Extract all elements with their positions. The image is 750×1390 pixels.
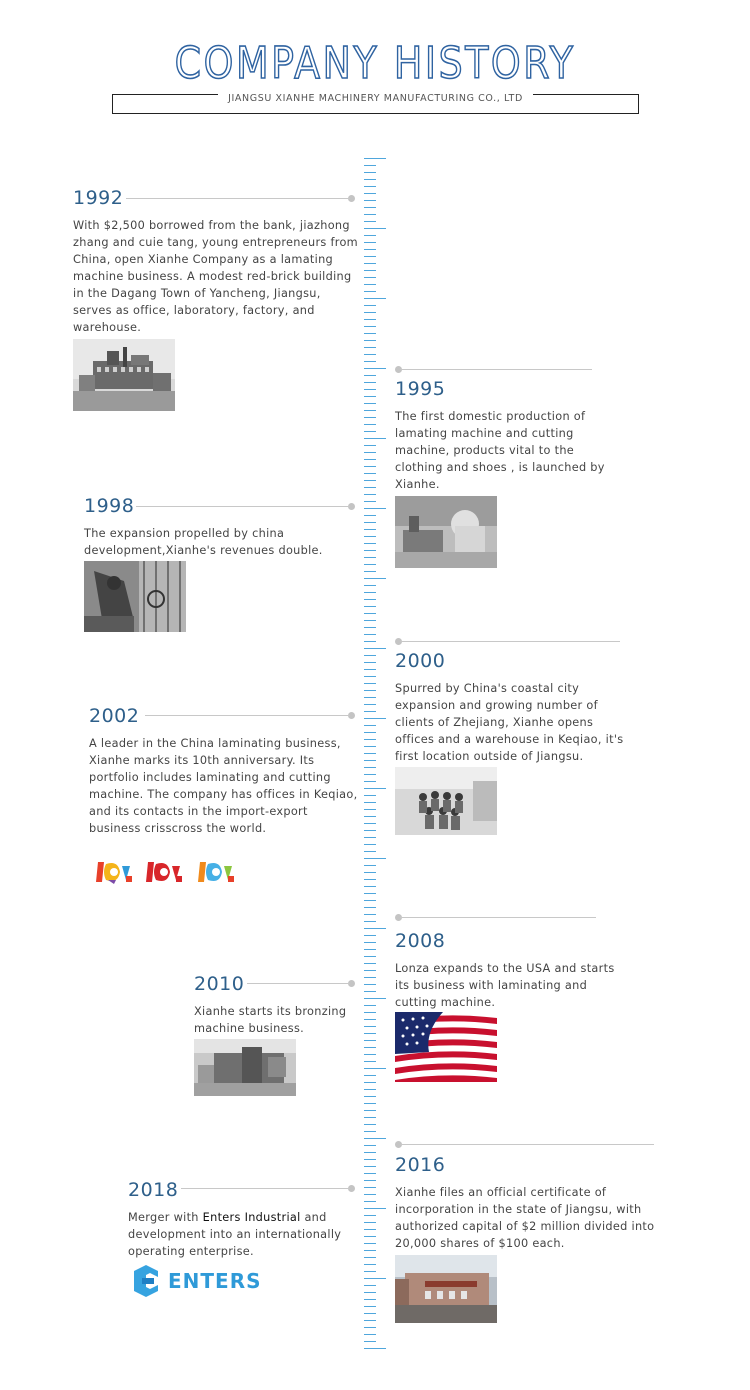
ruler-tick — [364, 991, 376, 992]
ruler-tick — [364, 1061, 376, 1062]
ruler-tick — [364, 767, 376, 768]
timeline-connector — [400, 641, 620, 642]
event-description: The expansion propelled by china development,Xianhe's revenues double. — [84, 527, 323, 557]
ruler-tick — [364, 543, 376, 544]
ruler-tick — [364, 214, 376, 215]
ruler-tick — [364, 1229, 376, 1230]
event-year: 1998 — [84, 495, 135, 517]
ruler-tick — [364, 928, 386, 929]
enters-industrial-name: Enters Industrial — [202, 1211, 301, 1224]
ruler-tick — [364, 1257, 376, 1258]
event-2008 — [395, 930, 615, 1011]
ruler-tick — [364, 403, 376, 404]
ruler-tick — [364, 326, 376, 327]
ruler-tick — [364, 585, 376, 586]
ruler-tick — [364, 1187, 376, 1188]
anniversary-logo-1 — [96, 862, 132, 884]
ruler-tick — [364, 557, 376, 558]
ruler-tick — [364, 1243, 376, 1244]
ruler-tick — [364, 746, 376, 747]
ruler-tick — [364, 704, 376, 705]
timeline-ruler — [364, 158, 386, 1353]
ruler-tick — [364, 1012, 376, 1013]
ruler-tick — [364, 1348, 386, 1349]
ruler-tick — [364, 235, 376, 236]
ruler-tick — [364, 466, 376, 467]
event-description: With $2,500 borrowed from the bank, jiazhong zhang and cuie tang, young entrepreneurs from China, open Xianhe Company as a lamating machine business. A modest red-brick building in the Dagang Town of Yancheng, Jiangsu, serves as office, laboratory, factory, and warehouse. — [73, 219, 358, 334]
ruler-tick — [364, 655, 376, 656]
ruler-tick — [364, 270, 376, 271]
bronzing-machine-photo — [194, 1039, 296, 1096]
event-year: 2018 — [128, 1179, 179, 1201]
ruler-tick — [364, 459, 376, 460]
ruler-tick — [364, 781, 376, 782]
event-1995 — [395, 378, 605, 493]
ruler-tick — [364, 886, 376, 887]
company-name: JIANGSU XIANHE MACHINERY MANUFACTURING CO., LTD — [218, 93, 533, 104]
event-2010 — [194, 973, 359, 1037]
ruler-tick — [364, 753, 376, 754]
ruler-tick — [364, 1026, 376, 1027]
ruler-tick — [364, 1264, 376, 1265]
ruler-tick — [364, 1145, 376, 1146]
ruler-tick — [364, 354, 376, 355]
ruler-tick — [364, 1327, 376, 1328]
ruler-tick — [364, 648, 386, 649]
ruler-tick — [364, 564, 376, 565]
ruler-tick — [364, 669, 376, 670]
ruler-tick — [364, 858, 386, 859]
ruler-tick — [364, 1222, 376, 1223]
ruler-tick — [364, 872, 376, 873]
ruler-tick — [364, 1047, 376, 1048]
ruler-tick — [364, 480, 376, 481]
ruler-tick — [364, 165, 376, 166]
ruler-tick — [364, 879, 376, 880]
usa-flag — [395, 1012, 497, 1082]
event-description: Xianhe files an official certificate of incorporation in the state of Jiangsu, with authorized capital of $2 million divided into 20,000 shares of $100 each. — [395, 1186, 655, 1250]
ruler-tick — [364, 977, 376, 978]
ruler-tick — [364, 592, 376, 593]
event-description: The first domestic production of lamating machine and cutting machine, products vital to the clothing and shoes , is launched by Xianhe. — [395, 410, 605, 491]
ruler-tick — [364, 221, 376, 222]
ruler-tick — [364, 998, 386, 999]
ruler-tick — [364, 571, 376, 572]
ruler-tick — [364, 228, 386, 229]
ruler-tick — [364, 186, 376, 187]
ruler-tick — [364, 452, 376, 453]
ruler-tick — [364, 606, 376, 607]
ruler-tick — [364, 949, 376, 950]
ruler-tick — [364, 515, 376, 516]
ruler-tick — [364, 837, 376, 838]
ruler-tick — [364, 802, 376, 803]
ruler-tick — [364, 172, 376, 173]
ruler-tick — [364, 956, 376, 957]
event-description: Spurred by China's coastal city expansion and growing number of clients of Zhejiang, Xianhe opens offices and a warehouse in Keqiao, it's first location outside of Jiangsu. — [395, 682, 624, 763]
ruler-tick — [364, 312, 376, 313]
ruler-tick — [364, 256, 376, 257]
ruler-tick — [364, 550, 376, 551]
ruler-tick — [364, 1068, 386, 1069]
ruler-tick — [364, 536, 376, 537]
subtitle-frame — [112, 94, 639, 114]
ruler-tick — [364, 1089, 376, 1090]
ruler-tick — [364, 1103, 376, 1104]
anniversary-logo-3 — [198, 862, 234, 882]
ruler-tick — [364, 1173, 376, 1174]
event-year: 2002 — [89, 705, 140, 727]
ruler-tick — [364, 1096, 376, 1097]
ruler-tick — [364, 1152, 376, 1153]
ruler-tick — [364, 1166, 376, 1167]
ruler-tick — [364, 1131, 376, 1132]
ruler-tick — [364, 935, 376, 936]
worker-operating-photo — [84, 561, 186, 633]
event-2018 — [128, 1179, 356, 1260]
ruler-tick — [364, 1313, 376, 1314]
event-year: 1992 — [73, 187, 124, 209]
ruler-tick — [364, 368, 386, 369]
ruler-tick — [364, 1138, 386, 1139]
ruler-tick — [364, 1208, 386, 1209]
staff-group-photo — [395, 767, 497, 839]
ruler-tick — [364, 207, 376, 208]
ruler-tick — [364, 1075, 376, 1076]
ruler-tick — [364, 249, 376, 250]
ruler-tick — [364, 662, 376, 663]
ruler-tick — [364, 1194, 376, 1195]
ruler-tick — [364, 578, 386, 579]
ruler-tick — [364, 494, 376, 495]
event-1998 — [84, 495, 354, 559]
ruler-tick — [364, 690, 376, 691]
ruler-tick — [364, 620, 376, 621]
timeline-connector — [400, 369, 592, 370]
page-title: COMPANY HISTORY — [174, 38, 576, 89]
enters-wordmark: ENTERS — [168, 1269, 262, 1293]
ruler-tick — [364, 277, 376, 278]
ruler-tick — [364, 375, 376, 376]
ruler-tick — [364, 1117, 376, 1118]
ruler-tick — [364, 774, 376, 775]
ruler-tick — [364, 893, 376, 894]
ruler-tick — [364, 942, 376, 943]
ruler-tick — [364, 599, 376, 600]
ruler-tick — [364, 424, 376, 425]
ruler-tick — [364, 1033, 376, 1034]
ruler-tick — [364, 725, 376, 726]
ruler-tick — [364, 284, 376, 285]
ruler-tick — [364, 683, 376, 684]
event-description: A leader in the China laminating business, Xianhe marks its 10th anniversary. Its portfolio includes laminating and cutting machine. The company has offices in Keqiao, and its contacts in the import-export business crisscross the world. — [89, 737, 358, 835]
ruler-tick — [364, 788, 386, 789]
ruler-tick — [364, 1124, 376, 1125]
ruler-tick — [364, 1005, 376, 1006]
ruler-tick — [364, 179, 376, 180]
event-description: Xianhe starts its bronzing machine business. — [194, 1005, 347, 1035]
ruler-tick — [364, 410, 376, 411]
ruler-tick — [364, 921, 376, 922]
ruler-tick — [364, 795, 376, 796]
ruler-tick — [364, 732, 376, 733]
ruler-tick — [364, 984, 376, 985]
ruler-tick — [364, 823, 376, 824]
ruler-tick — [364, 445, 376, 446]
event-2016 — [395, 1154, 655, 1252]
ruler-tick — [364, 1271, 376, 1272]
ruler-tick — [364, 676, 376, 677]
workshop-machinery-photo — [395, 496, 497, 568]
ruler-tick — [364, 907, 376, 908]
ruler-tick — [364, 389, 376, 390]
ruler-tick — [364, 1306, 376, 1307]
ruler-tick — [364, 298, 386, 299]
factory-building-photo — [73, 339, 175, 411]
event-year: 2010 — [194, 973, 245, 995]
ruler-tick — [364, 522, 376, 523]
ruler-tick — [364, 473, 376, 474]
ruler-tick — [364, 970, 376, 971]
ruler-tick — [364, 851, 376, 852]
ruler-tick — [364, 1180, 376, 1181]
ruler-tick — [364, 1215, 376, 1216]
timeline-connector — [400, 917, 596, 918]
ruler-tick — [364, 718, 386, 719]
ruler-tick — [364, 739, 376, 740]
ruler-tick — [364, 844, 376, 845]
event-1992 — [73, 187, 358, 336]
ruler-tick — [364, 242, 376, 243]
ruler-tick — [364, 200, 376, 201]
ruler-tick — [364, 760, 376, 761]
ruler-tick — [364, 816, 376, 817]
ruler-tick — [364, 1299, 376, 1300]
ruler-tick — [364, 1320, 376, 1321]
ruler-tick — [364, 641, 376, 642]
ruler-tick — [364, 382, 376, 383]
ruler-tick — [364, 1334, 376, 1335]
ruler-tick — [364, 158, 386, 159]
ruler-tick — [364, 319, 376, 320]
ruler-tick — [364, 431, 376, 432]
ruler-tick — [364, 1292, 376, 1293]
ruler-tick — [364, 627, 376, 628]
anniversary-logo-2 — [146, 862, 182, 882]
ruler-tick — [364, 1054, 376, 1055]
event-description: Merger with Enters Industrial and development into an internationally operating enterprise. — [128, 1211, 342, 1258]
ruler-tick — [364, 396, 376, 397]
ruler-tick — [364, 438, 386, 439]
event-description: Lonza expands to the USA and starts its business with laminating and cutting machine. — [395, 962, 615, 1009]
ruler-tick — [364, 697, 376, 698]
enters-logo — [128, 1263, 262, 1303]
headquarters-building-photo — [395, 1255, 497, 1323]
ruler-tick — [364, 305, 376, 306]
ruler-tick — [364, 900, 376, 901]
ruler-tick — [364, 1236, 376, 1237]
ruler-tick — [364, 711, 376, 712]
ruler-tick — [364, 1250, 376, 1251]
ruler-tick — [364, 1341, 376, 1342]
event-year: 2016 — [395, 1154, 446, 1176]
ruler-tick — [364, 1278, 386, 1279]
ruler-tick — [364, 613, 376, 614]
ruler-tick — [364, 809, 376, 810]
ruler-tick — [364, 333, 376, 334]
ruler-tick — [364, 914, 376, 915]
ruler-tick — [364, 1082, 376, 1083]
ruler-tick — [364, 1110, 376, 1111]
ruler-tick — [364, 347, 376, 348]
ruler-tick — [364, 830, 376, 831]
ruler-tick — [364, 508, 386, 509]
ruler-tick — [364, 1159, 376, 1160]
ruler-tick — [364, 963, 376, 964]
event-year: 2000 — [395, 650, 446, 672]
anniversary-logos — [96, 858, 246, 892]
ruler-tick — [364, 1201, 376, 1202]
ruler-tick — [364, 1285, 376, 1286]
event-2002 — [89, 705, 359, 837]
ruler-tick — [364, 193, 376, 194]
ruler-tick — [364, 501, 376, 502]
ruler-tick — [364, 291, 376, 292]
ruler-tick — [364, 487, 376, 488]
event-2000 — [395, 650, 635, 765]
ruler-tick — [364, 634, 376, 635]
event-year: 1995 — [395, 378, 446, 400]
timeline-connector — [400, 1144, 654, 1145]
ruler-tick — [364, 417, 376, 418]
ruler-tick — [364, 361, 376, 362]
ruler-tick — [364, 1019, 376, 1020]
ruler-tick — [364, 1040, 376, 1041]
ruler-tick — [364, 340, 376, 341]
ruler-tick — [364, 263, 376, 264]
ruler-tick — [364, 529, 376, 530]
ruler-tick — [364, 865, 376, 866]
event-year: 2008 — [395, 930, 446, 952]
